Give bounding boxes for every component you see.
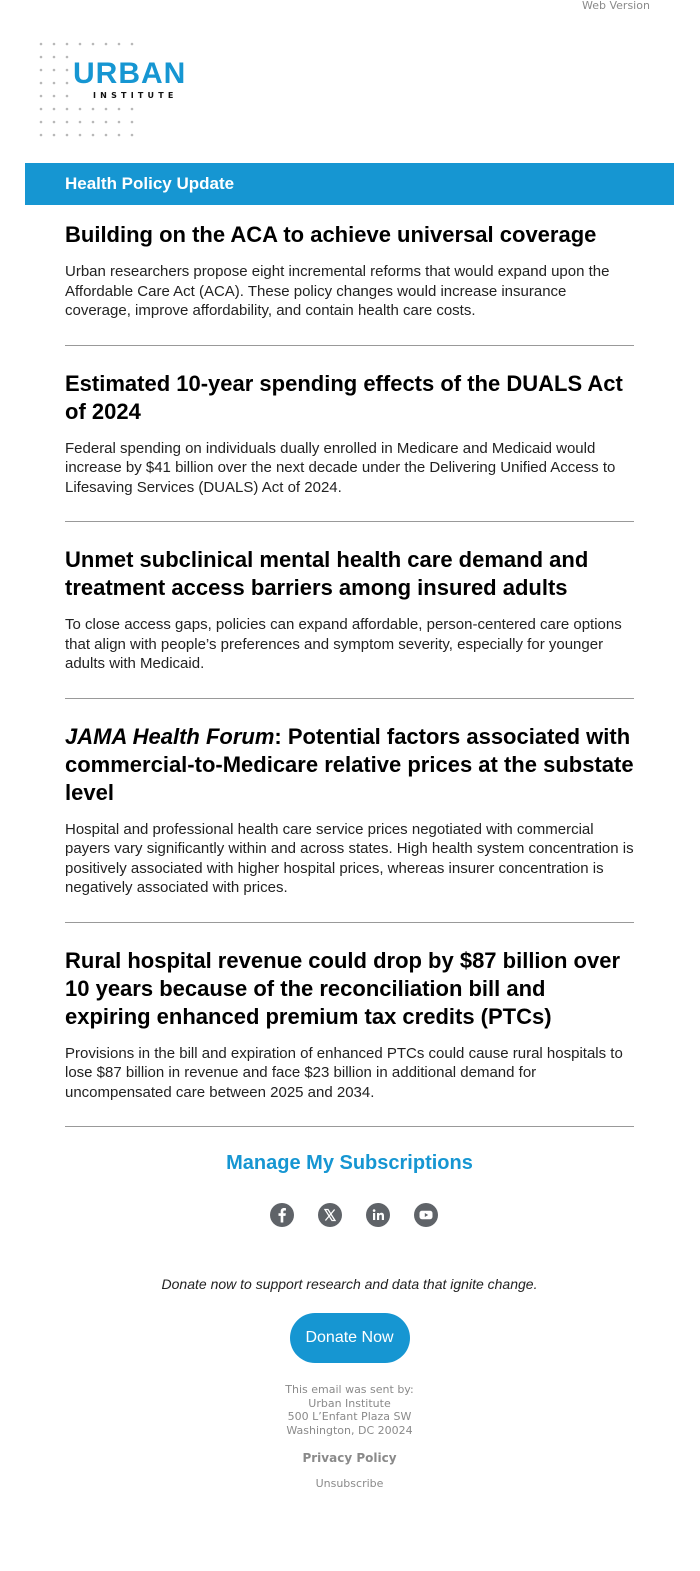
urban-institute-logo[interactable] [38,40,208,138]
article-item [65,546,634,674]
manage-subscriptions-link[interactable]: Manage My Subscriptions [226,1152,473,1174]
linkedin-icon[interactable] [366,1203,390,1227]
article-title-link[interactable]: Estimated 10-year spending effects of the DUALS Act of 2024 [65,370,623,424]
article-summary: Federal spending on individuals dually enrolled in Medicare and Medicaid would increase by $41 billion over the next decade under the Delivering Unified Access to Lifesaving Services (DUALS) Act of 2024. [65,439,616,496]
main-content [65,221,634,1490]
divider [65,521,634,522]
divider [65,922,634,923]
journal-name: JAMA Health Forum [65,723,275,749]
footer-address [65,1383,634,1437]
web-version-link[interactable]: Web Version [582,0,650,12]
divider [65,1126,634,1127]
article-title-link[interactable]: Rural hospital revenue could drop by $87 billion over 10 years because of the reconciliation bill and expiring enhanced premium tax credits (PTCs) [65,947,621,1029]
article-title-link[interactable]: Unmet subclinical mental health care demand and treatment access barriers among insured adults [65,547,589,600]
article-title-text: : Potential factors associated with commercial-to-Medicare relative prices at the substate level [65,723,634,805]
article-item [65,723,634,898]
logo-graphic [38,40,208,138]
logo-wordmark-primary: URBAN [73,57,187,90]
article-item [65,370,634,498]
newsletter-title: Health Policy Update [65,174,235,193]
article-item [65,221,634,321]
article-title-link[interactable] [65,723,634,807]
unsubscribe-link[interactable]: Unsubscribe [315,1477,384,1490]
footer-sent-by: This email was sent by: [285,1383,414,1396]
footer-address-line-1: 500 L’Enfant Plaza SW [287,1410,412,1423]
x-twitter-icon[interactable] [318,1203,342,1227]
youtube-icon[interactable] [414,1203,438,1227]
article-summary: Urban researchers propose eight incremental reforms that would expand upon the Affordable Care Act (ACA). These policy changes would increase insurance coverage, improve affordability, and contain health care costs. [65,263,610,319]
social-links [65,1203,634,1227]
article-item [65,947,634,1103]
divider [65,345,634,346]
logo-wordmark-secondary: INSTITUTE [93,91,178,100]
divider [65,698,634,699]
article-summary: Hospital and professional health care service prices negotiated with commercial payers vary significantly within and across states. High health system concentration is positively associated with higher hospital prices, whereas insurer concentration is negatively associated with prices. [65,820,634,896]
footer-org: Urban Institute [308,1396,391,1410]
article-title-link[interactable]: Building on the ACA to achieve universal coverage [65,222,597,247]
newsletter-banner [25,163,674,205]
privacy-policy-link[interactable]: Privacy Policy [302,1451,397,1465]
donate-message: Donate now to support research and data that ignite change. [161,1276,538,1292]
facebook-icon[interactable] [270,1203,294,1227]
donate-now-button[interactable]: Donate Now [290,1313,410,1363]
article-summary: To close access gaps, policies can expand affordable, person-centered care options that align with people’s preferences and symptom severity, especially for younger adults with Medicaid. [65,616,622,672]
footer-address-line-2: Washington, DC 20024 [286,1423,413,1437]
article-summary: Provisions in the bill and expiration of enhanced PTCs could cause rural hospitals to lose $87 billion in revenue and face $23 billion in additional demand for uncompensated care between 2025 and 2034. [65,1044,623,1101]
